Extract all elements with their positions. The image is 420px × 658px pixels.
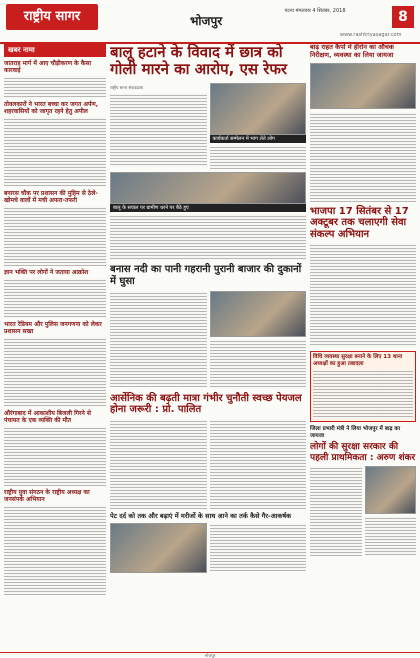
body-text [4,117,106,187]
dateline: पटना मंगलवार 4 सितंबर, 2018 [284,8,346,14]
story4-photo [110,523,207,573]
campaign-headline: भाजपा 17 सितंबर से 17 अक्टूबर तक चलाएगी सेवा संकल्प अभियान [310,205,409,240]
bottom-photo [365,466,417,514]
right-boxed-story [310,351,416,422]
body-text [4,426,106,486]
left-story-headline: औरंगाबाद में आकाशीय बिजली गिरने से पंचायत के एक व्यक्ति की मौत [4,410,91,424]
body-text [310,112,416,202]
right-photo [310,63,416,109]
lead-story-block [110,83,306,169]
lead-headline: बालू हटाने के विवाद में छात्र को गोली मारने का आरोप, एस रेफर [110,44,288,79]
left-story-headline: राष्ट्रीय युवा संगठन के राष्ट्रीय अध्यक्ष का जनसंपर्क अभियान [4,489,90,503]
right-story1-headline: बाढ़ राहत कैंपों में हीरोन का औचक निरीक्षण, व्यवस्था का लिया जायजा [310,44,394,59]
story2-block [110,291,306,389]
strip-headline: जिला प्रभारी मंत्री ने लिया भोजपुर में बाढ़ का जायजा [310,426,400,439]
second-photo [110,172,306,204]
photo-caption: कार्यकर्ता सम्मेलन में भाग लेते लोग [210,135,307,143]
right-column [310,44,416,654]
body-text [4,278,106,318]
body-text [4,337,106,407]
site-url: www.rashtriyasagar.com [340,32,402,38]
body-text [310,243,416,347]
page-number: 8 [392,6,414,28]
bottom-headline: लोगों की सुरक्षा सरकार की पहली प्राथमिकता : अरुण शंकर [310,442,416,463]
bottom-story-block [310,466,416,556]
body-text [110,93,207,167]
story3-block [110,419,306,509]
left-story-headline: ज्ञान भक्ति पर लोगों ने जताया आक्रोश [4,269,89,276]
brand-logo: राष्ट्रीय सागर [6,4,98,30]
body-text [210,145,307,169]
body-text [313,369,413,419]
edition-name: भोजपुर [190,14,223,28]
right-story3-headline: विधि व्यवस्था सुरक्षा बनाने के लिए 13 थाना अध्यक्षों का हुआ तबादला [313,354,403,367]
body-text [310,466,362,556]
left-column [4,44,106,654]
body-text [365,516,417,556]
left-story-headline: तोवलकारों ने भारत बच्चा कर जगत अर्पण, शहरवासियों को जागृत रहने हेतु अपील [4,101,99,115]
body-text [210,419,307,509]
body-text [110,291,207,387]
photo-caption: बालू के सवाल पर ग्रामीण धरने पर बैठे हुए [110,204,306,212]
body-text [4,505,106,595]
left-story-headline: जातराह मार्ग में आए चौड़ीकरण के कैसा कारवाई [4,60,92,74]
body-text [210,523,307,571]
byline: राष्ट्रीय सागर संवाददाता [110,84,144,90]
body-text [4,76,106,98]
page-footer: भोजपुर [0,652,420,658]
story2-headline: बनास नदी का पानी गहरानी पुरानी बाजार की दुकानों में घुसा [110,263,302,287]
main-column [110,44,306,654]
story4-headline: पेट दर्द को तक और बढ़ाएं में मरीजों के साथ आने का तर्क कैसे गैर-आकर्षक [110,511,292,520]
body-text [4,206,106,266]
body-text [110,214,306,260]
story4-block [110,523,306,573]
story3-headline: आर्सेनिक की बढ़ती मात्रा गंभीर चुनौती स्वच्छ पेयजल होना जरूरी : प्रो. पालित [110,392,302,415]
section-header: खबर नामा [4,44,106,57]
story2-photo [210,291,307,337]
masthead [0,0,420,44]
lead-photo [210,83,307,135]
left-story-headline: भारत रेडियम और पुलिस जनगणना को लेकर प्रशासन सख्त [4,321,102,335]
body-text [210,339,307,389]
body-text [110,419,207,509]
left-story-headline: बनारस चौक पर प्रशासन की मुहिम से ठेले-खोमचे वालों में मची अफरा-तफरी [4,190,98,204]
